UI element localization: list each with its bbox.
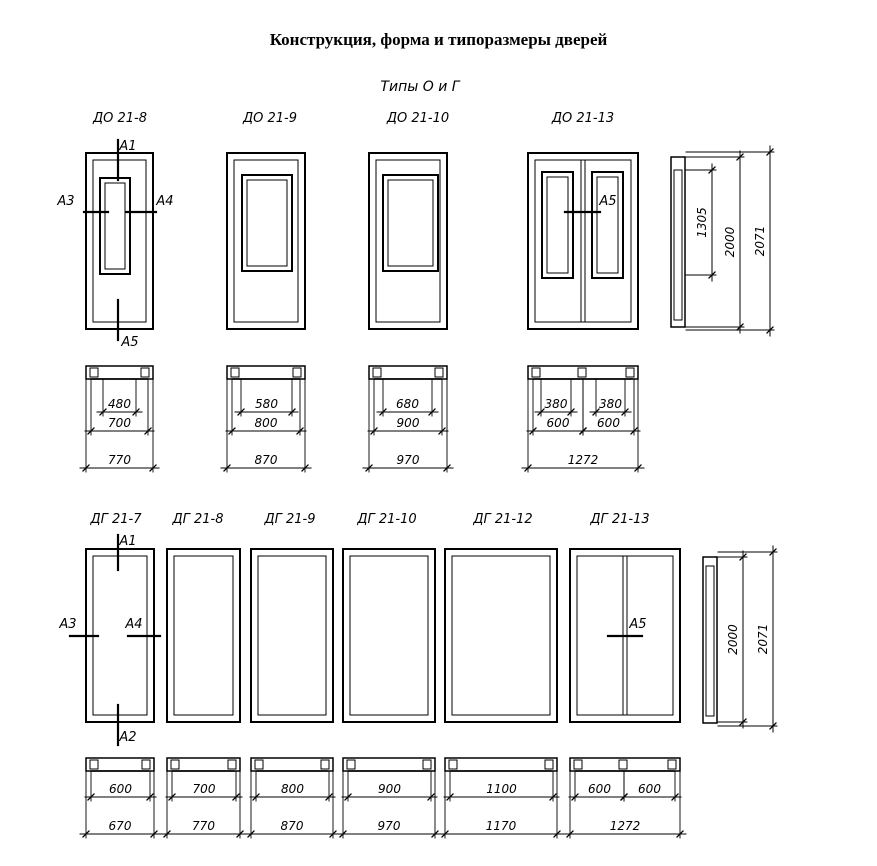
plan-frame [343,758,435,771]
door-type-label: ДГ 21-12 [473,512,533,527]
plan-jamb [90,368,98,377]
door-type-label: ДГ 21-13 [590,512,650,527]
section-label: А5 [121,335,139,350]
dimension-label: 1100 [486,782,517,796]
door-leaf [258,556,326,715]
dimension-label: 970 [396,453,420,467]
plan-jamb [578,368,586,377]
section-label: А5 [599,194,617,209]
glass-panel-inner [105,183,125,269]
side-profile-inner [706,566,714,716]
glass-panel-inner [388,180,433,266]
door-leaf [452,556,550,715]
door-leaf [535,160,631,322]
door-frame [167,549,240,722]
dimension-label: 480 [108,397,131,411]
plan-jamb [255,760,263,769]
door-frame [528,153,638,329]
glass-panel-inner [247,180,287,266]
plan-jamb [231,368,239,377]
dimension-label: 700 [108,416,131,430]
dimension-label: 600 [546,416,570,430]
side-profile-inner [674,170,682,320]
dimension-label: 1305 [695,207,709,238]
dimension-label: 600 [588,782,611,796]
section-label: А4 [156,194,174,209]
section-label: А3 [59,617,77,632]
plan-jamb [545,760,553,769]
plan-jamb [142,760,150,769]
section-label: А4 [125,617,143,632]
door-type-label: ДГ 21-7 [90,512,142,527]
glass-panel [383,175,438,271]
dimension-label: 1272 [609,819,641,833]
plan-jamb [574,760,582,769]
plan-jamb [668,760,676,769]
plan-jamb [171,760,179,769]
dimension-label: 870 [254,453,278,467]
plan-jamb [228,760,236,769]
plan-jamb [293,368,301,377]
door-frame [445,549,557,722]
plan-jamb [435,368,443,377]
plan-frame [445,758,557,771]
plan-jamb [619,760,627,769]
plan-jamb [141,368,149,377]
plan-jamb [90,760,98,769]
glass-panel-inner [597,177,618,273]
door-frame [251,549,333,722]
plan-jamb [532,368,540,377]
dimension-label: 770 [108,453,131,467]
glass-panel-inner [547,177,568,273]
door-type-label: ДО 21-9 [242,111,298,126]
door-type-label: ДГ 21-10 [357,512,417,527]
plan-jamb [373,368,381,377]
door-leaf [174,556,233,715]
door-type-label: ДО 21-10 [386,111,450,126]
dimension-label: 600 [109,782,132,796]
door-type-label: ДО 21-8 [92,111,148,126]
dimension-label: 2000 [726,624,740,655]
door-leaf [350,556,428,715]
section-label: А5 [629,617,647,632]
door-frame [369,153,447,329]
door-frame [227,153,305,329]
plan-jamb [449,760,457,769]
plan-jamb [347,760,355,769]
dimension-label: 800 [254,416,278,430]
dimension-label: 700 [192,782,216,796]
dimension-label: 770 [192,819,215,833]
types-caption: Типы О и Г [380,79,460,95]
section-label: А1 [119,139,137,154]
door-frame [343,549,435,722]
dimension-label: 600 [597,416,620,430]
dimension-label: 800 [281,782,304,796]
dimension-label: 870 [280,819,304,833]
dimension-label: 2071 [756,623,770,655]
dimension-label: 600 [638,782,661,796]
dimension-label: 1170 [485,819,517,833]
dimension-label: 970 [377,819,401,833]
dimension-label: 580 [255,397,278,411]
plan-jamb [423,760,431,769]
side-profile [671,157,685,327]
door-leaf [234,160,298,322]
side-profile [703,557,717,723]
dimension-label: 670 [108,819,132,833]
door-leaf [376,160,440,322]
section-label: А3 [57,194,75,209]
glass-panel [242,175,292,271]
dimension-label: 380 [599,397,622,411]
door-type-label: ДГ 21-9 [264,512,316,527]
dimension-label: 900 [396,416,420,430]
dimension-label: 2071 [753,225,767,257]
dimension-label: 380 [544,397,568,411]
page-title: Конструкция, форма и типоразмеры дверей [269,30,608,49]
dimension-label: 900 [378,782,401,796]
door-frame [86,153,153,329]
door-type-label: ДГ 21-8 [172,512,224,527]
dimension-label: 2000 [723,226,737,258]
plan-jamb [321,760,329,769]
door-type-label: ДО 21-13 [551,111,615,126]
dimension-label: 680 [396,397,419,411]
dimension-label: 1272 [567,453,599,467]
section-label: А1 [119,534,137,549]
section-label: А2 [119,730,137,745]
plan-jamb [626,368,634,377]
